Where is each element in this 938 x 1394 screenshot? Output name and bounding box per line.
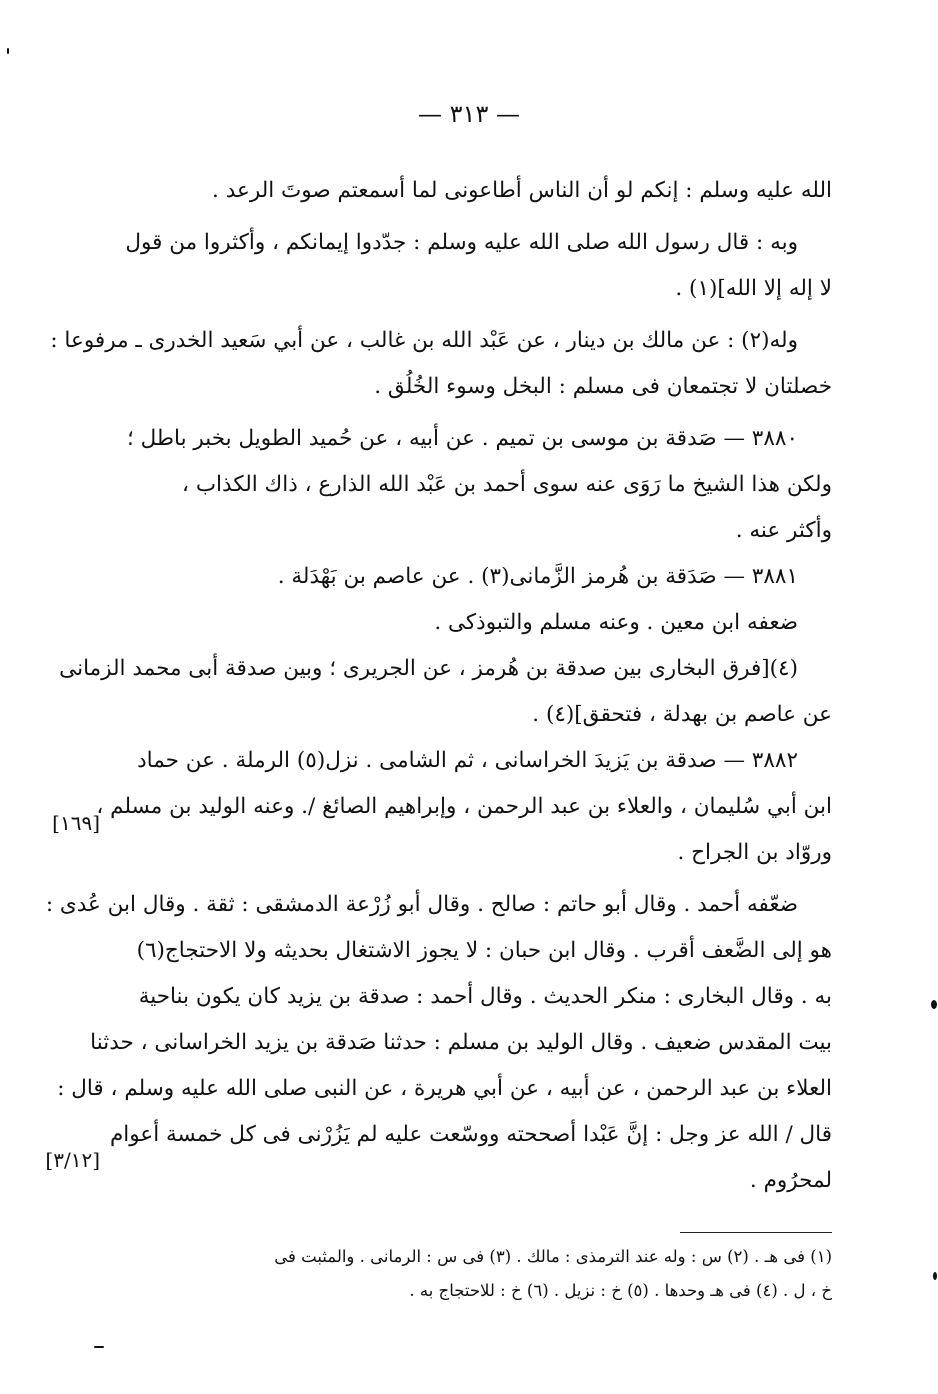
text-line: وبه : قال رسول الله صلى الله عليه وسلم : جدّدوا إيمانكم ، وأكثروا من قول — [125, 230, 798, 255]
text-line: عن عاصم بن بهدلة ، فتحقق](٤) . — [532, 702, 832, 727]
text-line: ضعّفه أحمد . وقال أبو حاتم : صالح . وقال أبو زُرْعة الدمشقى : ثقة . وقال ابن عُدى : — [45, 892, 798, 917]
scan-mark — [94, 1346, 104, 1348]
text-line: بيت المقدس ضعيف . وقال الوليد بن مسلم : حدثنا صَدقة بن يزيد الخراسانى ، حدثنا — [90, 1030, 832, 1055]
margin-reference: [١٦٩] — [52, 811, 100, 835]
footnote-line: خ ، ل . (٤) فى هـ وحدها . (٥) خ : نزيل . (٦) خ : للاحتجاج به . — [409, 1281, 832, 1300]
text-line: الله عليه وسلم : إنكم لو أن الناس أطاعونى لما أسمعتم صوتَ الرعد . — [212, 178, 832, 203]
text-line: هو إلى الضَّعف أقرب . وقال ابن حبان : لا يجوز الاشتغال بحديثه ولا الاحتجاج(٦) — [136, 938, 832, 963]
text-line: قال / الله عز وجل : إنَّ عَبْدا أصححته ووسّعت عليه لم يَزُرْنى فى كل خمسة أعوام — [110, 1122, 832, 1147]
scan-mark — [931, 1000, 937, 1009]
text-line: وروّاد بن الجراح . — [677, 840, 832, 865]
text-line: وأكثر عنه . — [735, 518, 832, 543]
text-line: ضعفه ابن معين . وعنه مسلم والتبوذكى . — [434, 610, 798, 635]
text-line: العلاء بن عبد الرحمن ، عن أبيه ، عن أبي هريرة ، عن النبى صلى الله عليه وسلم ، قال : — [57, 1076, 832, 1101]
page-number: — ٣١٣ — — [418, 100, 520, 128]
scan-mark — [933, 1272, 937, 1280]
text-line: ولكن هذا الشيخ ما رَوَى عنه سوى أحمد بن عَبْد الله الذارع ، ذاك الكذاب ، — [182, 472, 832, 497]
margin-reference: [٣/١٢] — [45, 1148, 100, 1172]
footnote-line: (١) فى هـ . (٢) س : وله عند الترمذى : مالك . (٣) فى س : الرمانى . والمثبت فى — [274, 1247, 832, 1266]
text-line: ابن أبي سُليمان ، والعلاء بن عبد الرحمن ، وإبراهيم الصائغ /. وعنه الوليد بن مسلم ، — [96, 794, 832, 819]
entry-3881-heading: ٣٨٨١ — صَدَقة بن هُرمز الزَّمانى(٣) . عن عاصم بن بَهْدَلة . — [277, 564, 798, 589]
entry-3882-heading: ٣٨٨٢ — صدقة بن يَزيدَ الخراسانى ، ثم الشامى . نزل(٥) الرملة . عن حماد — [137, 748, 798, 773]
footnote-divider — [680, 1232, 832, 1233]
text-line: خصلتان لا تجتمعان فى مسلم : البخل وسوء الخُلُق . — [374, 374, 832, 399]
text-line: لمحرُوم . — [749, 1168, 832, 1193]
text-line: لا إله إلا الله](١) . — [675, 276, 832, 301]
scan-mark — [7, 48, 9, 54]
text-line: به . وقال البخارى : منكر الحديث . وقال أحمد : صدقة بن يزيد كان يكون بناحية — [138, 984, 832, 1009]
text-line: (٤)[فرق البخارى بين صدقة بن هُرمز ، عن الجريرى ؛ وبين صدقة أبى محمد الزمانى — [59, 656, 798, 681]
footnotes — [162, 1240, 832, 1308]
text-line: وله(٢) : عن مالك بن دينار ، عن عَبْد الله بن غالب ، عن أبي سَعيد الخدرى ـ مرفوعا : — [50, 328, 798, 353]
entry-3880-heading: ٣٨٨٠ — صَدقة بن موسى بن تميم . عن أبيه ، عن حُميد الطويل بخبر باطل ؛ — [126, 426, 798, 451]
